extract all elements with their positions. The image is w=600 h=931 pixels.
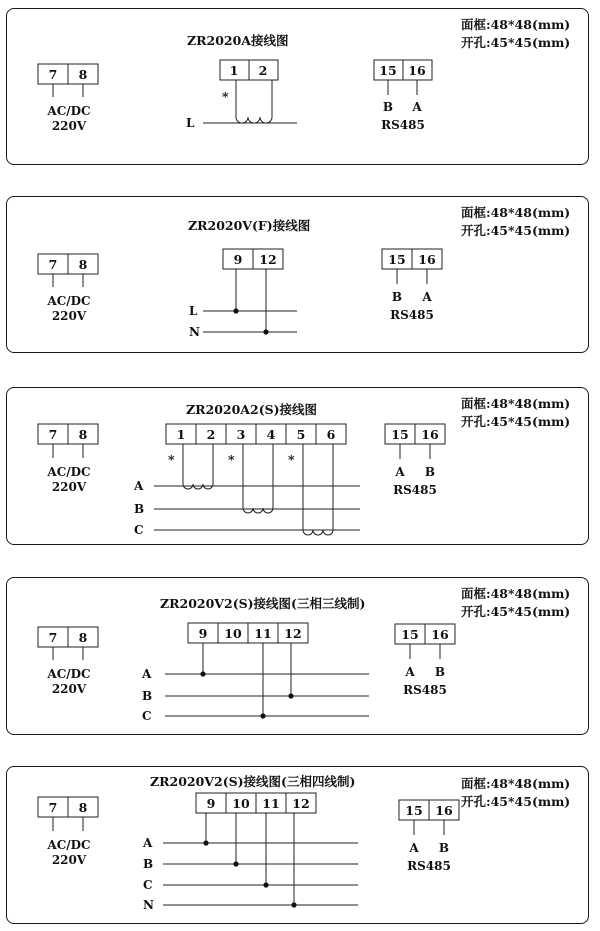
power-terminal-block bbox=[38, 797, 98, 831]
terminal-8: 8 bbox=[78, 800, 88, 815]
terminal-1: 1 bbox=[176, 427, 186, 442]
junction-dot bbox=[288, 693, 293, 698]
rs485-pin-a: A bbox=[395, 465, 405, 479]
line-label-l: L bbox=[186, 116, 195, 130]
terminal-8: 8 bbox=[78, 67, 88, 82]
spec-hole-size: 开孔:45*45(mm) bbox=[461, 604, 571, 619]
spec-hole-size: 开孔:45*45(mm) bbox=[461, 223, 571, 238]
terminal-16: 16 bbox=[435, 803, 453, 818]
terminal-4: 4 bbox=[266, 427, 276, 442]
terminal-2: 2 bbox=[206, 427, 216, 442]
rs485-label: RS485 bbox=[407, 859, 451, 873]
power-label-acdc: AC/DC bbox=[47, 465, 91, 479]
terminal-5: 5 bbox=[296, 427, 306, 442]
junction-dot bbox=[291, 902, 296, 907]
terminal-15: 15 bbox=[388, 252, 406, 267]
power-terminal-block bbox=[38, 627, 98, 660]
rs485-pin-b: B bbox=[382, 100, 394, 114]
rs485-pin-a: A bbox=[405, 665, 415, 679]
line-label-b: B bbox=[134, 502, 145, 516]
wiring-diagram-zr2020v-f bbox=[7, 197, 590, 354]
terminal-16: 16 bbox=[418, 252, 436, 267]
terminal-16: 16 bbox=[408, 63, 426, 78]
rs485-terminal-block bbox=[385, 424, 445, 459]
line-label-a: A bbox=[134, 479, 144, 493]
current-terminal-block bbox=[166, 424, 346, 444]
power-label-voltage: 220V bbox=[51, 853, 87, 867]
terminal-8: 8 bbox=[78, 427, 88, 442]
rs485-label: RS485 bbox=[390, 308, 434, 322]
rs485-pin-b: B bbox=[424, 465, 436, 479]
rs485-terminal-block bbox=[374, 60, 432, 95]
voltage-terminal-block bbox=[196, 793, 316, 813]
voltage-terminal-block bbox=[223, 249, 283, 269]
rs485-terminal-block bbox=[382, 249, 442, 284]
terminal-7: 7 bbox=[48, 630, 58, 645]
terminal-12: 12 bbox=[292, 796, 310, 811]
ct-coil-phase-b bbox=[243, 444, 273, 513]
rs485-label: RS485 bbox=[403, 683, 447, 697]
rs485-pin-a: A bbox=[412, 100, 422, 114]
line-label-c: C bbox=[134, 523, 144, 537]
junction-dot bbox=[203, 840, 208, 845]
diagram-title: ZR2020V(F)接线图 bbox=[188, 218, 311, 233]
rs485-terminal-block bbox=[395, 624, 455, 659]
current-transformer-coil bbox=[236, 80, 272, 123]
diagram-panel-zr2020v-f bbox=[6, 196, 589, 353]
ct-coil-phase-a bbox=[183, 444, 213, 489]
power-label-acdc: AC/DC bbox=[47, 838, 91, 852]
line-label-l: L bbox=[189, 304, 198, 318]
spec-hole-size: 开孔:45*45(mm) bbox=[461, 794, 571, 809]
terminal-7: 7 bbox=[48, 800, 58, 815]
terminal-10: 10 bbox=[232, 796, 250, 811]
diagram-panel-zr2020v2-s-3p3w bbox=[6, 577, 589, 735]
line-label-c: C bbox=[143, 878, 153, 892]
terminal-11: 11 bbox=[262, 796, 280, 811]
spec-hole-size: 开孔:45*45(mm) bbox=[461, 35, 571, 50]
terminal-15: 15 bbox=[391, 427, 409, 442]
terminal-8: 8 bbox=[78, 630, 88, 645]
spec-face-size: 面框:48*48(mm) bbox=[461, 205, 571, 220]
terminal-15: 15 bbox=[401, 627, 419, 642]
power-terminal-block bbox=[38, 424, 98, 458]
polarity-star: * bbox=[288, 452, 295, 467]
diagram-title: ZR2020V2(S)接线图(三相四线制) bbox=[150, 774, 356, 789]
terminal-7: 7 bbox=[48, 257, 58, 272]
line-label-b: B bbox=[143, 857, 154, 871]
terminal-15: 15 bbox=[379, 63, 397, 78]
junction-dot bbox=[233, 861, 238, 866]
spec-hole-size: 开孔:45*45(mm) bbox=[461, 414, 571, 429]
spec-face-size: 面框:48*48(mm) bbox=[461, 17, 571, 32]
rs485-pin-b: B bbox=[391, 290, 403, 304]
terminal-2: 2 bbox=[258, 63, 268, 78]
rs485-pin-b: B bbox=[438, 841, 450, 855]
junction-dot bbox=[260, 713, 265, 718]
terminal-8: 8 bbox=[78, 257, 88, 272]
power-terminal-block bbox=[38, 254, 98, 287]
diagram-title: ZR2020A接线图 bbox=[187, 33, 289, 48]
power-label-voltage: 220V bbox=[51, 309, 87, 323]
terminal-10: 10 bbox=[224, 626, 242, 641]
power-label-acdc: AC/DC bbox=[47, 667, 91, 681]
polarity-star: * bbox=[168, 452, 175, 467]
junction-dot bbox=[233, 308, 238, 313]
spec-face-size: 面框:48*48(mm) bbox=[461, 776, 571, 791]
terminal-3: 3 bbox=[236, 427, 246, 442]
power-label-voltage: 220V bbox=[51, 119, 87, 133]
diagram-panel-zr2020a2-s bbox=[6, 387, 589, 545]
wiring-diagram-zr2020a2-s bbox=[7, 388, 590, 546]
junction-dot bbox=[263, 329, 268, 334]
line-label-n: N bbox=[189, 325, 200, 339]
power-label-voltage: 220V bbox=[51, 682, 87, 696]
terminal-6: 6 bbox=[326, 427, 336, 442]
terminal-1: 1 bbox=[229, 63, 239, 78]
voltage-terminal-block bbox=[188, 623, 308, 643]
terminal-12: 12 bbox=[259, 252, 277, 267]
junction-dot bbox=[200, 671, 205, 676]
power-label-voltage: 220V bbox=[51, 480, 87, 494]
terminal-7: 7 bbox=[48, 427, 58, 442]
line-label-a: A bbox=[142, 667, 152, 681]
junction-dot bbox=[263, 882, 268, 887]
polarity-star: * bbox=[222, 89, 229, 104]
rs485-pin-a: A bbox=[409, 841, 419, 855]
terminal-16: 16 bbox=[421, 427, 439, 442]
rs485-pin-a: A bbox=[422, 290, 432, 304]
spec-face-size: 面框:48*48(mm) bbox=[461, 396, 571, 411]
terminal-12: 12 bbox=[284, 626, 302, 641]
line-label-b: B bbox=[142, 689, 153, 703]
terminal-9: 9 bbox=[206, 796, 216, 811]
wiring-diagram-zr2020v2-s-3p3w bbox=[7, 578, 590, 736]
line-label-a: A bbox=[143, 836, 153, 850]
diagram-title: ZR2020A2(S)接线图 bbox=[186, 402, 318, 417]
rs485-terminal-block bbox=[399, 800, 459, 835]
wiring-diagram-zr2020v2-s-3p4w bbox=[7, 767, 590, 925]
wiring-diagram-zr2020a bbox=[7, 9, 590, 166]
terminal-15: 15 bbox=[405, 803, 423, 818]
terminal-11: 11 bbox=[254, 626, 272, 641]
rs485-label: RS485 bbox=[393, 483, 437, 497]
line-label-n: N bbox=[143, 898, 154, 912]
rs485-pin-b: B bbox=[434, 665, 446, 679]
diagram-panel-zr2020a bbox=[6, 8, 589, 165]
diagram-title: ZR2020V2(S)接线图(三相三线制) bbox=[160, 596, 366, 611]
terminal-7: 7 bbox=[48, 67, 58, 82]
line-label-c: C bbox=[142, 709, 152, 723]
power-terminal-block bbox=[38, 64, 98, 97]
spec-face-size: 面框:48*48(mm) bbox=[461, 586, 571, 601]
terminal-9: 9 bbox=[198, 626, 208, 641]
power-label-acdc: AC/DC bbox=[47, 294, 91, 308]
ct-coil-phase-c bbox=[303, 444, 333, 535]
terminal-9: 9 bbox=[233, 252, 243, 267]
diagram-panel-zr2020v2-s-3p4w bbox=[6, 766, 589, 924]
rs485-label: RS485 bbox=[381, 118, 425, 132]
power-label-acdc: AC/DC bbox=[47, 104, 91, 118]
current-terminal-block bbox=[220, 60, 278, 80]
polarity-star: * bbox=[228, 452, 235, 467]
terminal-16: 16 bbox=[431, 627, 449, 642]
